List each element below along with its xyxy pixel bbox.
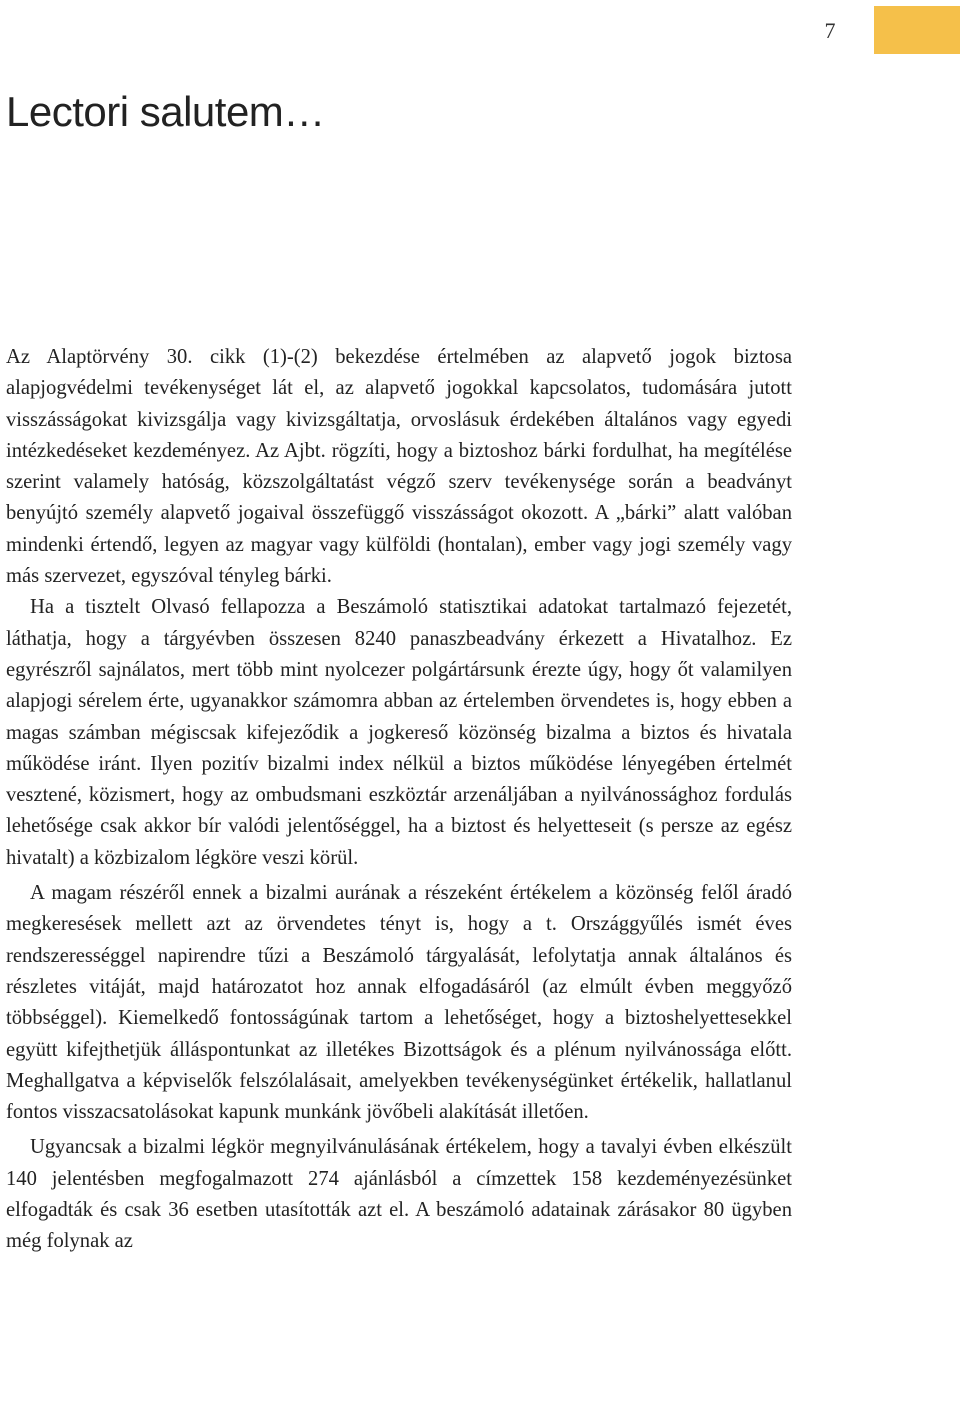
paragraph-1: Az Alaptörvény 30. cikk (1)-(2) bekezdése értelmében az alapvető jogok biztosa alapjogvédelmi tevékenységet lát el, az alapvető jogokkal kapcsolatos, tudomására jutott visszásságokat kivizsgálja vagy kivizsgáltatja, orvoslásuk érdekében általános vagy egyedi intézkedéseket kezdeményez. Az Ajbt. rögzíti, hogy a biztoshoz bárki fordulhat, ha megítélése szerint valamely hatóság, közszolgáltatást végző szerv tevékenysége során a beadványt benyújtó személy alapvető jogaival összefüggő visszásságot okozott. A „bárki” alatt valóban mindenki értendő, legyen az magyar vagy külföldi (hontalan), ember vagy jogi személy vagy más szervezet, egyszóval tényleg bárki. <box>6 346 792 588</box>
body-text <box>6 342 792 1258</box>
page-number: 7 <box>824 18 836 43</box>
paragraph-2: Ha a tisztelt Olvasó fellapozza a Beszámoló statisztikai adatokat tartalmazó fejezetét, láthatja, hogy a tárgyévben összesen 8240 panaszbeadvány érkezett a Hivatalhoz. Ez egyrészről sajnálatos, mert több mint nyolcezer polgártársunk érezte úgy, hogy őt valamilyen alapjogi sérelem érte, ugyanakkor számomra abban az értelemben örvendetes is, hogy ebben a magas számban mégiscsak kifejeződik a jogkereső közönség bizalma a biztos és hivatala működése iránt. Ilyen pozitív bizalmi index nélkül a biztos működése lényegében értelmét vesztené, közismert, hogy az ombudsmani eszköztár arzenáljában a nyilvánossághoz fordulás lehetősége csak akkor bír valódi jelentőséggel, ha a biztost és helyetteseit (s persze az egész hivatalt) a közbizalom légköre veszi körül. <box>6 596 792 869</box>
chapter-title: Lectori salutem… <box>6 88 325 135</box>
paragraph-3: A magam részéről ennek a bizalmi aurának a részeként értékelem a közönség felől áradó megkeresések mellett azt az örvendetes tényt is, hogy a t. Országgyűlés ismét éves rendszerességgel napirendre tűzi a Beszámoló tárgyalását, lefolytatja annak általános és részletes vitáját, majd határozatot hoz annak elfogadásáról (az elmúlt évben meggyőző többséggel). Kiemelkedő fontosságúnak tartom a lehetőséget, hogy a biztoshelyettesekkel együtt kifejthetjük álláspontunkat az illetékes Bizottságok és a plénum nyilvánossága előtt. Meghallgatva a képviselők felszólalásait, amelyekben tevékenységünket értékelik, hallatlanul fontos visszacsatolásokat kapunk munkánk jövőbeli alakítását illetően. <box>6 882 792 1124</box>
page-accent-tab <box>874 6 960 54</box>
paragraph-4: Ugyancsak a bizalmi légkör megnyilvánulásának értékelem, hogy a tavalyi évben elkészült 140 jelentésben megfogalmazott 274 ajánlásból a címzettek 158 kezdeményezésünket elfogadták és csak 36 esetben utasították azt el. A beszámoló adatainak zárásakor 80 ügyben még folynak az <box>6 1136 792 1253</box>
